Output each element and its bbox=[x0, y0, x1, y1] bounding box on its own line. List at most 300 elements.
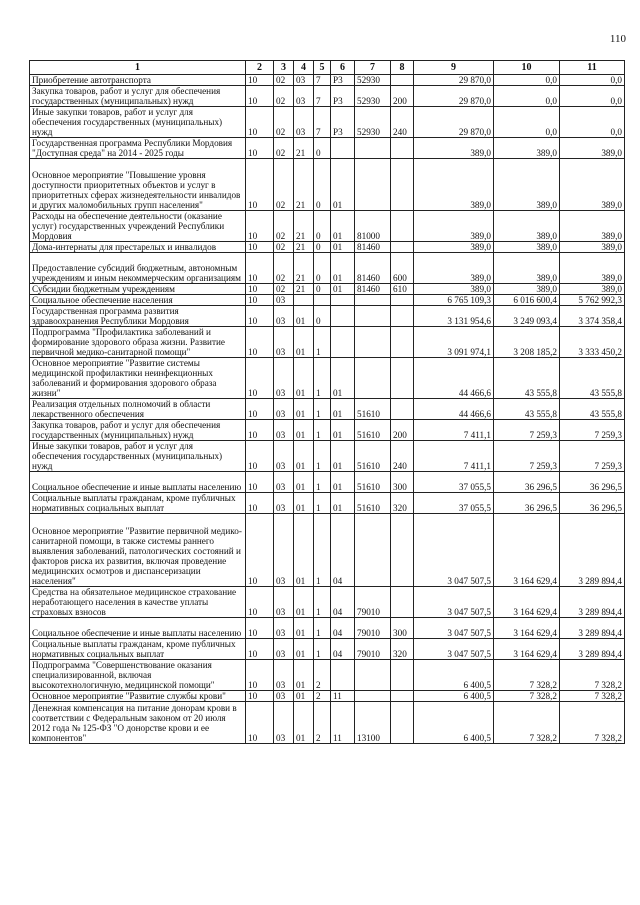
direction-code: 51610 bbox=[355, 399, 391, 420]
row-description: Денежная компенсация на питание донорам крови в соответствии с Федеральным законом от 20 июля 2012 года № 125-ФЗ "О донорстве крови и ее компонентов" bbox=[30, 702, 246, 744]
program-code: 01 bbox=[294, 660, 314, 691]
subsection-code: 03 bbox=[274, 514, 294, 587]
expense-type-code bbox=[391, 138, 414, 159]
program-code: 01 bbox=[294, 306, 314, 327]
amount-year-1: 6 765 109,3 bbox=[414, 295, 494, 306]
section-code: 10 bbox=[246, 284, 274, 295]
amount-year-2: 3 164 629,4 bbox=[494, 587, 560, 618]
amount-year-3: 389,0 bbox=[560, 211, 625, 242]
row-description: Основное мероприятие "Повышение уровня доступности приоритетных объектов и услуг в приоритетных сферах жизнедеятельности инвалидов и других маломобильных групп населения" bbox=[30, 159, 246, 211]
expense-type-code bbox=[391, 399, 414, 420]
amount-year-3: 5 762 992,3 bbox=[560, 295, 625, 306]
subprogram-code: 1 bbox=[314, 639, 331, 660]
expense-type-code: 300 bbox=[391, 472, 414, 493]
expense-type-code: 240 bbox=[391, 107, 414, 138]
program-code: 01 bbox=[294, 441, 314, 472]
amount-year-3: 389,0 bbox=[560, 138, 625, 159]
subsection-code: 03 bbox=[274, 295, 294, 306]
subsection-code: 02 bbox=[274, 138, 294, 159]
section-code: 10 bbox=[246, 514, 274, 587]
section-code: 10 bbox=[246, 358, 274, 399]
amount-year-1: 6 400,5 bbox=[414, 660, 494, 691]
direction-code bbox=[355, 358, 391, 399]
section-code: 10 bbox=[246, 399, 274, 420]
direction-code: 79010 bbox=[355, 587, 391, 618]
subprogram-code: 0 bbox=[314, 284, 331, 295]
program-code: 01 bbox=[294, 514, 314, 587]
program-code: 01 bbox=[294, 327, 314, 358]
table-row bbox=[30, 253, 625, 284]
program-code: 01 bbox=[294, 493, 314, 514]
amount-year-3: 3 289 894,4 bbox=[560, 618, 625, 639]
row-description: Дома-интернаты для престарелых и инвалидов bbox=[30, 242, 246, 253]
amount-year-2: 7 328,2 bbox=[494, 702, 560, 744]
column-header: 7 bbox=[355, 61, 391, 75]
amount-year-1: 37 055,5 bbox=[414, 472, 494, 493]
column-header: 2 bbox=[246, 61, 274, 75]
subprogram-code: 0 bbox=[314, 138, 331, 159]
column-header: 3 bbox=[274, 61, 294, 75]
header-row bbox=[30, 61, 625, 75]
expense-type-code bbox=[391, 242, 414, 253]
amount-year-2: 43 555,8 bbox=[494, 399, 560, 420]
column-header: 5 bbox=[314, 61, 331, 75]
section-code: 10 bbox=[246, 306, 274, 327]
subsection-code: 03 bbox=[274, 691, 294, 702]
section-code: 10 bbox=[246, 493, 274, 514]
amount-year-1: 29 870,0 bbox=[414, 86, 494, 107]
activity-code: 01 bbox=[331, 399, 355, 420]
subprogram-code: 0 bbox=[314, 211, 331, 242]
row-description: Социальное обеспечение и иные выплаты населению bbox=[30, 472, 246, 493]
subprogram-code: 1 bbox=[314, 514, 331, 587]
table-row bbox=[30, 86, 625, 107]
amount-year-1: 3 047 507,5 bbox=[414, 639, 494, 660]
amount-year-2: 389,0 bbox=[494, 159, 560, 211]
program-code: 01 bbox=[294, 587, 314, 618]
row-description: Субсидии бюджетным учреждениям bbox=[30, 284, 246, 295]
amount-year-3: 7 328,2 bbox=[560, 660, 625, 691]
amount-year-2: 3 164 629,4 bbox=[494, 514, 560, 587]
expense-type-code bbox=[391, 587, 414, 618]
expense-type-code: 240 bbox=[391, 441, 414, 472]
amount-year-2: 3 164 629,4 bbox=[494, 639, 560, 660]
table-row bbox=[30, 702, 625, 744]
subprogram-code: 1 bbox=[314, 420, 331, 441]
amount-year-2: 36 296,5 bbox=[494, 472, 560, 493]
direction-code: 79010 bbox=[355, 639, 391, 660]
subprogram-code: 1 bbox=[314, 493, 331, 514]
amount-year-2: 7 259,3 bbox=[494, 441, 560, 472]
direction-code: 81000 bbox=[355, 211, 391, 242]
subprogram-code: 2 bbox=[314, 702, 331, 744]
section-code: 10 bbox=[246, 86, 274, 107]
row-description: Подпрограмма "Совершенствование оказания специализированной, включая высокотехнологичную, медицинской помощи" bbox=[30, 660, 246, 691]
amount-year-2: 7 328,2 bbox=[494, 660, 560, 691]
table-row bbox=[30, 587, 625, 618]
program-code: 01 bbox=[294, 472, 314, 493]
amount-year-1: 6 400,5 bbox=[414, 702, 494, 744]
direction-code: 51610 bbox=[355, 441, 391, 472]
amount-year-1: 3 047 507,5 bbox=[414, 618, 494, 639]
activity-code: 01 bbox=[331, 358, 355, 399]
amount-year-2: 3 164 629,4 bbox=[494, 618, 560, 639]
direction-code: 52930 bbox=[355, 86, 391, 107]
expense-type-code: 610 bbox=[391, 284, 414, 295]
subsection-code: 03 bbox=[274, 639, 294, 660]
row-description: Государственная программа развития здравоохранения Республики Мордовия bbox=[30, 306, 246, 327]
amount-year-3: 3 289 894,4 bbox=[560, 587, 625, 618]
subprogram-code: 0 bbox=[314, 306, 331, 327]
subsection-code: 02 bbox=[274, 107, 294, 138]
program-code: 01 bbox=[294, 691, 314, 702]
program-code: 03 bbox=[294, 75, 314, 86]
subsection-code: 03 bbox=[274, 493, 294, 514]
subsection-code: 03 bbox=[274, 618, 294, 639]
row-description: Социальное обеспечение населения bbox=[30, 295, 246, 306]
subprogram-code: 2 bbox=[314, 691, 331, 702]
direction-code bbox=[355, 660, 391, 691]
row-description: Основное мероприятие "Развитие первичной медико-санитарной помощи, в также системы раннего выявления заболеваний, патологических состояний и факторов риска их развития, включая проведение медицинских осмотров и диспансеризации населения" bbox=[30, 514, 246, 587]
table-row bbox=[30, 493, 625, 514]
amount-year-2: 389,0 bbox=[494, 284, 560, 295]
amount-year-2: 43 555,8 bbox=[494, 358, 560, 399]
expense-type-code bbox=[391, 159, 414, 211]
amount-year-1: 389,0 bbox=[414, 211, 494, 242]
table-row bbox=[30, 514, 625, 587]
page-number: 110 bbox=[609, 33, 626, 45]
activity-code: Р3 bbox=[331, 107, 355, 138]
table-row bbox=[30, 159, 625, 211]
table-row bbox=[30, 399, 625, 420]
program-code: 21 bbox=[294, 242, 314, 253]
subsection-code: 03 bbox=[274, 472, 294, 493]
section-code: 10 bbox=[246, 702, 274, 744]
section-code: 10 bbox=[246, 420, 274, 441]
amount-year-2: 3 208 185,2 bbox=[494, 327, 560, 358]
subprogram-code: 7 bbox=[314, 86, 331, 107]
amount-year-3: 389,0 bbox=[560, 284, 625, 295]
amount-year-3: 7 328,2 bbox=[560, 702, 625, 744]
subsection-code: 03 bbox=[274, 306, 294, 327]
expense-type-code bbox=[391, 75, 414, 86]
direction-code bbox=[355, 327, 391, 358]
amount-year-1: 3 131 954,6 bbox=[414, 306, 494, 327]
amount-year-1: 44 466,6 bbox=[414, 399, 494, 420]
subprogram-code: 0 bbox=[314, 159, 331, 211]
subsection-code: 03 bbox=[274, 420, 294, 441]
subsection-code: 03 bbox=[274, 358, 294, 399]
amount-year-2: 0,0 bbox=[494, 86, 560, 107]
row-description: Закупка товаров, работ и услуг для обеспечения государственных (муниципальных) нужд bbox=[30, 86, 246, 107]
amount-year-3: 43 555,8 bbox=[560, 358, 625, 399]
budget-table bbox=[29, 60, 625, 744]
subsection-code: 02 bbox=[274, 211, 294, 242]
row-description: Иные закупки товаров, работ и услуг для обеспечения государственных (муниципальных) нужд bbox=[30, 441, 246, 472]
column-header: 8 bbox=[391, 61, 414, 75]
program-code: 01 bbox=[294, 399, 314, 420]
amount-year-2: 36 296,5 bbox=[494, 493, 560, 514]
subsection-code: 02 bbox=[274, 253, 294, 284]
subsection-code: 03 bbox=[274, 702, 294, 744]
section-code: 10 bbox=[246, 472, 274, 493]
amount-year-2: 0,0 bbox=[494, 75, 560, 86]
section-code: 10 bbox=[246, 75, 274, 86]
activity-code bbox=[331, 327, 355, 358]
amount-year-3: 0,0 bbox=[560, 75, 625, 86]
amount-year-3: 389,0 bbox=[560, 242, 625, 253]
subprogram-code: 1 bbox=[314, 327, 331, 358]
program-code: 01 bbox=[294, 639, 314, 660]
amount-year-1: 29 870,0 bbox=[414, 75, 494, 86]
amount-year-2: 389,0 bbox=[494, 242, 560, 253]
table-row bbox=[30, 211, 625, 242]
activity-code: Р3 bbox=[331, 75, 355, 86]
subprogram-code: 1 bbox=[314, 399, 331, 420]
expense-type-code: 320 bbox=[391, 493, 414, 514]
row-description: Иные закупки товаров, работ и услуг для обеспечения государственных (муниципальных) нужд bbox=[30, 107, 246, 138]
table-row bbox=[30, 327, 625, 358]
section-code: 10 bbox=[246, 253, 274, 284]
amount-year-1: 389,0 bbox=[414, 138, 494, 159]
subprogram-code: 1 bbox=[314, 618, 331, 639]
activity-code: 04 bbox=[331, 618, 355, 639]
amount-year-1: 3 047 507,5 bbox=[414, 587, 494, 618]
expense-type-code bbox=[391, 702, 414, 744]
amount-year-1: 3 091 974,1 bbox=[414, 327, 494, 358]
program-code: 21 bbox=[294, 159, 314, 211]
expense-type-code bbox=[391, 211, 414, 242]
row-description: Государственная программа Республики Мордовия "Доступная среда" на 2014 - 2025 годы bbox=[30, 138, 246, 159]
expense-type-code: 320 bbox=[391, 639, 414, 660]
table-body bbox=[30, 75, 625, 744]
activity-code: 01 bbox=[331, 211, 355, 242]
direction-code: 52930 bbox=[355, 107, 391, 138]
subprogram-code: 1 bbox=[314, 358, 331, 399]
program-code: 01 bbox=[294, 358, 314, 399]
section-code: 10 bbox=[246, 587, 274, 618]
subprogram-code: 7 bbox=[314, 107, 331, 138]
amount-year-1: 29 870,0 bbox=[414, 107, 494, 138]
section-code: 10 bbox=[246, 211, 274, 242]
column-header: 4 bbox=[294, 61, 314, 75]
expense-type-code bbox=[391, 691, 414, 702]
table-row bbox=[30, 420, 625, 441]
program-code: 01 bbox=[294, 702, 314, 744]
program-code: 21 bbox=[294, 253, 314, 284]
subsection-code: 02 bbox=[274, 284, 294, 295]
row-description: Закупка товаров, работ и услуг для обеспечения государственных (муниципальных) нужд bbox=[30, 420, 246, 441]
direction-code bbox=[355, 138, 391, 159]
section-code: 10 bbox=[246, 242, 274, 253]
section-code: 10 bbox=[246, 639, 274, 660]
activity-code: 01 bbox=[331, 159, 355, 211]
direction-code bbox=[355, 514, 391, 587]
activity-code bbox=[331, 660, 355, 691]
activity-code: 04 bbox=[331, 514, 355, 587]
subsection-code: 03 bbox=[274, 660, 294, 691]
row-description: Основное мероприятие "Развитие службы крови" bbox=[30, 691, 246, 702]
row-description: Средства на обязательное медицинское страхование неработающего населения в качестве уплаты страховых взносов bbox=[30, 587, 246, 618]
amount-year-3: 3 289 894,4 bbox=[560, 514, 625, 587]
amount-year-2: 389,0 bbox=[494, 253, 560, 284]
section-code: 10 bbox=[246, 138, 274, 159]
table-row bbox=[30, 472, 625, 493]
table-row bbox=[30, 691, 625, 702]
activity-code bbox=[331, 306, 355, 327]
subprogram-code: 0 bbox=[314, 253, 331, 284]
amount-year-2: 7 328,2 bbox=[494, 691, 560, 702]
amount-year-3: 36 296,5 bbox=[560, 472, 625, 493]
program-code bbox=[294, 295, 314, 306]
table-row bbox=[30, 295, 625, 306]
amount-year-2: 3 249 093,4 bbox=[494, 306, 560, 327]
subprogram-code: 1 bbox=[314, 441, 331, 472]
amount-year-3: 3 333 450,2 bbox=[560, 327, 625, 358]
amount-year-3: 7 259,3 bbox=[560, 420, 625, 441]
section-code: 10 bbox=[246, 107, 274, 138]
amount-year-1: 7 411,1 bbox=[414, 420, 494, 441]
program-code: 03 bbox=[294, 107, 314, 138]
table-row bbox=[30, 660, 625, 691]
section-code: 10 bbox=[246, 327, 274, 358]
section-code: 10 bbox=[246, 660, 274, 691]
activity-code: 01 bbox=[331, 284, 355, 295]
program-code: 21 bbox=[294, 138, 314, 159]
amount-year-3: 3 289 894,4 bbox=[560, 639, 625, 660]
direction-code: 81460 bbox=[355, 284, 391, 295]
direction-code bbox=[355, 691, 391, 702]
direction-code bbox=[355, 295, 391, 306]
activity-code: 01 bbox=[331, 493, 355, 514]
subsection-code: 03 bbox=[274, 587, 294, 618]
activity-code: 01 bbox=[331, 242, 355, 253]
expense-type-code: 200 bbox=[391, 420, 414, 441]
row-description: Социальные выплаты гражданам, кроме публичных нормативных социальных выплат bbox=[30, 493, 246, 514]
table-row bbox=[30, 441, 625, 472]
subsection-code: 02 bbox=[274, 242, 294, 253]
expense-type-code: 300 bbox=[391, 618, 414, 639]
table-row bbox=[30, 242, 625, 253]
expense-type-code: 200 bbox=[391, 86, 414, 107]
subsection-code: 02 bbox=[274, 159, 294, 211]
amount-year-3: 43 555,8 bbox=[560, 399, 625, 420]
amount-year-1: 389,0 bbox=[414, 284, 494, 295]
amount-year-1: 389,0 bbox=[414, 159, 494, 211]
column-header: 10 bbox=[494, 61, 560, 75]
activity-code bbox=[331, 295, 355, 306]
subprogram-code: 0 bbox=[314, 242, 331, 253]
section-code: 10 bbox=[246, 441, 274, 472]
table-row bbox=[30, 639, 625, 660]
subsection-code: 03 bbox=[274, 441, 294, 472]
activity-code: 04 bbox=[331, 587, 355, 618]
subprogram-code: 2 bbox=[314, 660, 331, 691]
table-row bbox=[30, 138, 625, 159]
direction-code: 13100 bbox=[355, 702, 391, 744]
expense-type-code bbox=[391, 514, 414, 587]
section-code: 10 bbox=[246, 691, 274, 702]
table-row bbox=[30, 284, 625, 295]
amount-year-3: 7 328,2 bbox=[560, 691, 625, 702]
subprogram-code: 1 bbox=[314, 472, 331, 493]
amount-year-1: 6 400,5 bbox=[414, 691, 494, 702]
table-row bbox=[30, 306, 625, 327]
amount-year-3: 0,0 bbox=[560, 107, 625, 138]
direction-code: 51610 bbox=[355, 493, 391, 514]
amount-year-3: 0,0 bbox=[560, 86, 625, 107]
direction-code: 51610 bbox=[355, 472, 391, 493]
row-description: Приобретение автотранспорта bbox=[30, 75, 246, 86]
row-description: Социальные выплаты гражданам, кроме публичных нормативных социальных выплат bbox=[30, 639, 246, 660]
amount-year-2: 389,0 bbox=[494, 211, 560, 242]
amount-year-1: 389,0 bbox=[414, 242, 494, 253]
amount-year-3: 3 374 358,4 bbox=[560, 306, 625, 327]
table-row bbox=[30, 107, 625, 138]
activity-code: 11 bbox=[331, 691, 355, 702]
section-code: 10 bbox=[246, 618, 274, 639]
expense-type-code bbox=[391, 295, 414, 306]
row-description: Подпрограмма "Профилактика заболеваний и формирование здорового образа жизни. Развитие первичной медико-санитарной помощи" bbox=[30, 327, 246, 358]
program-code: 21 bbox=[294, 211, 314, 242]
amount-year-1: 44 466,6 bbox=[414, 358, 494, 399]
amount-year-3: 7 259,3 bbox=[560, 441, 625, 472]
amount-year-2: 389,0 bbox=[494, 138, 560, 159]
direction-code: 81460 bbox=[355, 253, 391, 284]
amount-year-2: 0,0 bbox=[494, 107, 560, 138]
row-description: Предоставление субсидий бюджетным, автономным учреждениям и иным некоммерческим организациям bbox=[30, 253, 246, 284]
program-code: 01 bbox=[294, 618, 314, 639]
amount-year-1: 389,0 bbox=[414, 253, 494, 284]
subsection-code: 03 bbox=[274, 327, 294, 358]
subsection-code: 02 bbox=[274, 75, 294, 86]
activity-code bbox=[331, 138, 355, 159]
column-header: 1 bbox=[30, 61, 246, 75]
amount-year-3: 389,0 bbox=[560, 253, 625, 284]
activity-code: 11 bbox=[331, 702, 355, 744]
section-code: 10 bbox=[246, 159, 274, 211]
expense-type-code bbox=[391, 358, 414, 399]
direction-code: 52930 bbox=[355, 75, 391, 86]
activity-code: Р3 bbox=[331, 86, 355, 107]
direction-code: 51610 bbox=[355, 420, 391, 441]
amount-year-1: 3 047 507,5 bbox=[414, 514, 494, 587]
column-header: 6 bbox=[331, 61, 355, 75]
amount-year-2: 7 259,3 bbox=[494, 420, 560, 441]
expense-type-code bbox=[391, 306, 414, 327]
table-row bbox=[30, 75, 625, 86]
activity-code: 01 bbox=[331, 420, 355, 441]
subprogram-code: 7 bbox=[314, 75, 331, 86]
expense-type-code: 600 bbox=[391, 253, 414, 284]
subsection-code: 03 bbox=[274, 399, 294, 420]
activity-code: 01 bbox=[331, 472, 355, 493]
subprogram-code bbox=[314, 295, 331, 306]
row-description: Социальное обеспечение и иные выплаты населению bbox=[30, 618, 246, 639]
program-code: 03 bbox=[294, 86, 314, 107]
subsection-code: 02 bbox=[274, 86, 294, 107]
amount-year-1: 7 411,1 bbox=[414, 441, 494, 472]
activity-code: 01 bbox=[331, 441, 355, 472]
expense-type-code bbox=[391, 660, 414, 691]
column-header: 11 bbox=[560, 61, 625, 75]
amount-year-2: 6 016 600,4 bbox=[494, 295, 560, 306]
section-code: 10 bbox=[246, 295, 274, 306]
subprogram-code: 1 bbox=[314, 587, 331, 618]
table-row bbox=[30, 358, 625, 399]
program-code: 01 bbox=[294, 420, 314, 441]
direction-code: 79010 bbox=[355, 618, 391, 639]
